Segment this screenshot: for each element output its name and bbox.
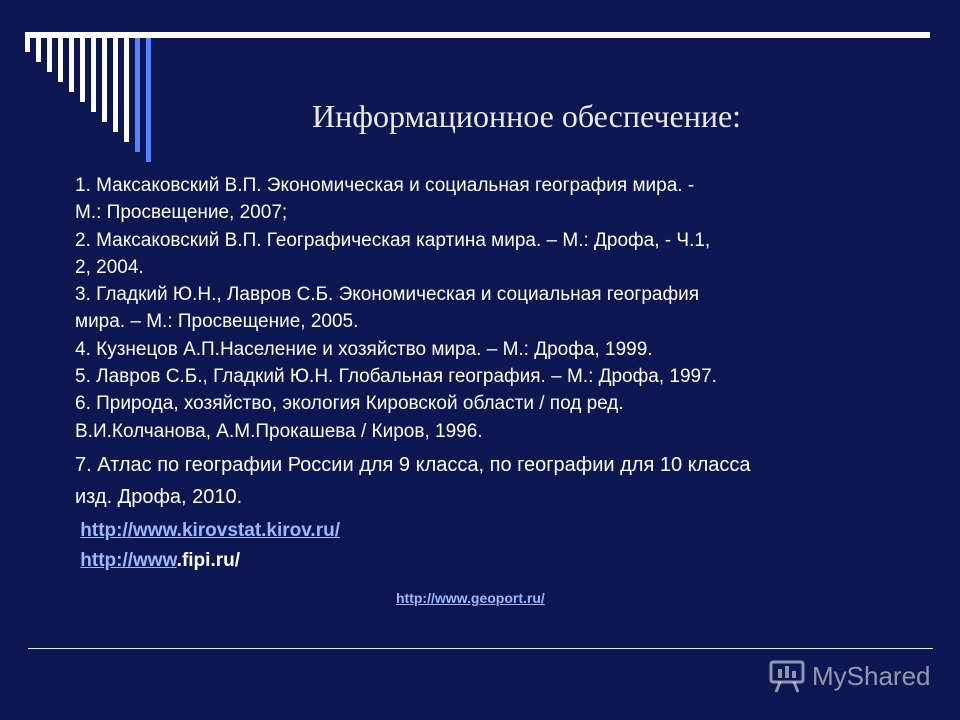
reference-7 [75, 449, 915, 513]
links-block [75, 516, 915, 576]
watermark [768, 656, 931, 696]
decorative-bar [58, 38, 63, 82]
decorative-bar [47, 38, 52, 72]
decorative-bar [124, 38, 129, 142]
reference-line: 4. Кузнецов А.П.Население и хозяйство мира. – М.: Дрофа, 1999. [75, 338, 653, 360]
decorative-bar [135, 38, 140, 152]
geoport-link[interactable]: http://www.geoport.ru/ [396, 590, 545, 606]
presentation-icon [768, 658, 806, 694]
decorative-bar [113, 38, 118, 132]
references-list [75, 172, 915, 576]
reference-2 [75, 227, 915, 282]
reference-3 [75, 281, 915, 336]
reference-line: 7. Атлас по географии России для 9 класса, по географии для 10 класса [75, 453, 751, 476]
reference-line: М.: Просвещение, 2007; [75, 202, 288, 224]
kirovstat-link[interactable]: http://www.kirovstat.kirov.ru/ [80, 519, 340, 541]
decorative-bar [69, 38, 74, 92]
fipi-link[interactable]: http://www [80, 549, 177, 571]
reference-line: В.И.Колчанова, А.М.Прокашева / Киров, 1996. [75, 420, 483, 442]
reference-line: 1. Максаковский В.П. Экономическая и социальная география мира. - [75, 175, 695, 196]
decorative-bar [36, 38, 41, 62]
reference-line: 2, 2004. [75, 256, 144, 278]
decorative-bar [25, 38, 30, 52]
slide-title: Информационное обеспечение: [312, 98, 742, 134]
reference-line: 6. Природа, хозяйство, экология Кировской области / под ред. [75, 393, 624, 415]
bottom-rule [28, 648, 933, 649]
reference-5 [75, 363, 915, 390]
decorative-bar [80, 38, 85, 102]
reference-6 [75, 390, 915, 445]
watermark-text: MyShared [812, 660, 931, 691]
decorative-bar [102, 38, 107, 122]
reference-line: мира. – М.: Просвещение, 2005. [75, 311, 359, 333]
decorative-bar [146, 38, 151, 162]
top-rule [25, 32, 930, 38]
reference-line: 2. Максаковский В.П. Географическая картина мира. – М.: Дрофа, - Ч.1, [75, 229, 711, 251]
reference-4 [75, 336, 915, 363]
reference-1 [75, 172, 915, 227]
reference-line: 3. Гладкий Ю.Н., Лавров С.Б. Экономическая и социальная география [75, 284, 700, 306]
reference-line: 5. Лавров С.Б., Гладкий Ю.Н. Глобальная география. – М.: Дрофа, 1997. [75, 366, 717, 388]
reference-line: изд. Дрофа, 2010. [75, 485, 243, 508]
fipi-link-rest: .fipi.ru/ [176, 549, 240, 571]
decorative-bar [91, 38, 96, 112]
